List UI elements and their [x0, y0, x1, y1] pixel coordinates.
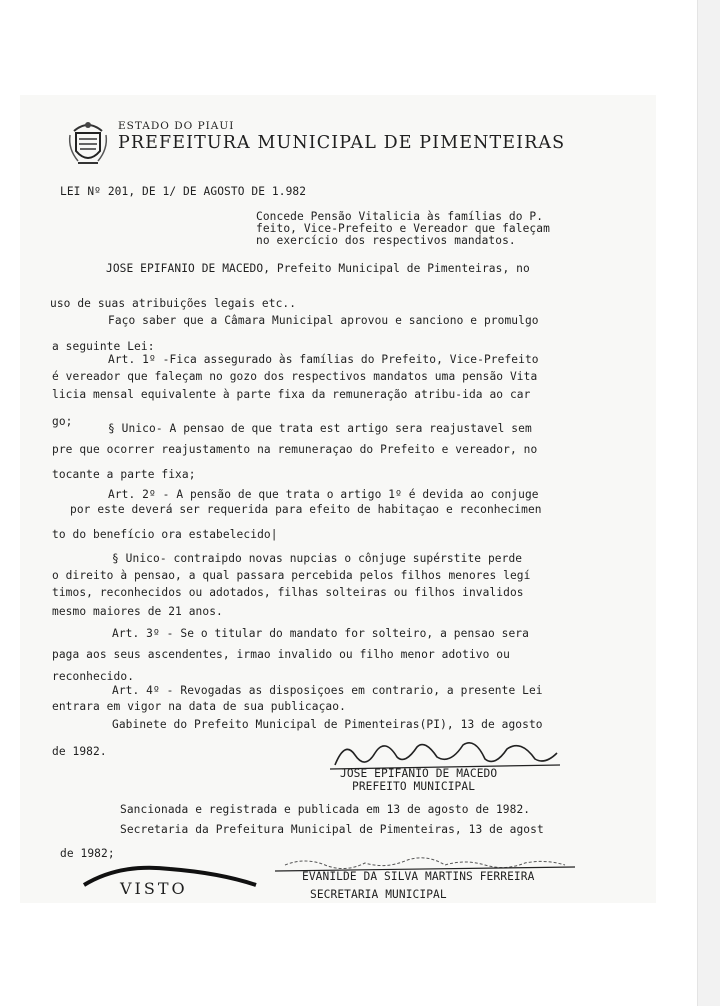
body-line: Art. 2º - A pensão de que trata o artigo 1º é devida ao conjuge	[108, 488, 539, 501]
closing-line: Secretaria da Prefeitura Municipal de Pimenteiras, 13 de agost	[120, 823, 544, 836]
body-line: pre que ocorrer reajustamento na remuneraçao do Prefeito e vereador, no	[52, 443, 538, 456]
body-line: é vereador que faleçam no gozo dos respectivos mandatos uma pensão Vita	[52, 370, 538, 383]
body-line: Art. 4º - Revogadas as disposiçoes em contrario, a presente Lei	[112, 684, 543, 697]
body-line: de 1982.	[52, 745, 107, 758]
body-line: licia mensal equivalente à parte fixa da remuneração atribu-ida ao car	[52, 388, 531, 401]
body-line: por este deverá ser requerida para efeito de habitaçao e reconhecimen	[70, 503, 542, 516]
body-line: entrara em vigor na data de sua publicaçao.	[52, 700, 346, 713]
body-line: § Unico- contraipdo novas nupcias o cônjuge supérstite perde	[112, 552, 523, 565]
body-line: tocante a parte fixa;	[52, 468, 196, 481]
mayor-role: PREFEITO MUNICIPAL	[352, 780, 476, 793]
visto-stamp-label: VISTO	[120, 879, 188, 898]
body-line: go;	[52, 415, 73, 428]
law-title: LEI Nº 201, DE 1/ DE AGOSTO DE 1.982	[60, 185, 307, 198]
document-page	[20, 95, 656, 903]
body-line: § Unico- A pensao de que trata est artigo sera reajustavel sem	[108, 422, 532, 435]
law-summary-line: Concede Pensão Vitalicia às famílias do P.	[256, 210, 544, 223]
body-line: JOSE EPIFANIO DE MACEDO, Prefeito Municipal de Pimenteiras, no	[106, 262, 530, 275]
mayor-name: JOSE EPIFANIO DE MACEDO	[340, 767, 498, 780]
body-line: Art. 1º -Fica assegurado às famílias do Prefeito, Vice-Prefeito	[108, 353, 539, 366]
body-line: reconhecido.	[52, 670, 135, 683]
closing-line: Sancionada e registrada e publicada em 13 de agosto de 1982.	[120, 803, 531, 816]
body-line: Art. 3º - Se o titular do mandato for solteiro, a pensao sera	[112, 627, 529, 640]
closing-line: de 1982;	[60, 847, 115, 860]
body-line: Faço saber que a Câmara Municipal aprovou e sanciono e promulgo	[108, 314, 539, 327]
law-summary-line: no exercício dos respectivos mandatos.	[256, 234, 516, 247]
prefeitura-header: PREFEITURA MUNICIPAL DE PIMENTEIRAS	[118, 133, 566, 153]
body-line: o direito à pensao, a qual passara percebida pelos filhos menores legí	[52, 569, 531, 582]
scrollbar[interactable]	[697, 0, 720, 1006]
body-line: paga aos seus ascendentes, irmao invalido ou filho menor adotivo ou	[52, 648, 510, 661]
body-line: a seguinte Lei:	[52, 340, 155, 353]
body-line: Gabinete do Prefeito Municipal de Pimenteiras(PI), 13 de agosto	[112, 718, 543, 731]
body-line: timos, reconhecidos ou adotados, filhas solteiras ou filhos invalidos	[52, 586, 524, 599]
secretary-name: EVANILDE DA SILVA MARTINS FERREIRA	[302, 870, 535, 883]
coat-of-arms-icon	[66, 117, 110, 169]
body-line: mesmo maiores de 21 anos.	[52, 605, 223, 618]
secretary-role: SECRETARIA MUNICIPAL	[310, 888, 447, 901]
body-line: to do benefício ora estabelecido|	[52, 528, 278, 541]
state-header: ESTADO DO PIAUI	[118, 120, 235, 132]
law-summary-line: feito, Vice-Prefeito e Vereador que faleçam	[256, 222, 550, 235]
body-line: uso de suas atribuições legais etc..	[50, 297, 297, 310]
